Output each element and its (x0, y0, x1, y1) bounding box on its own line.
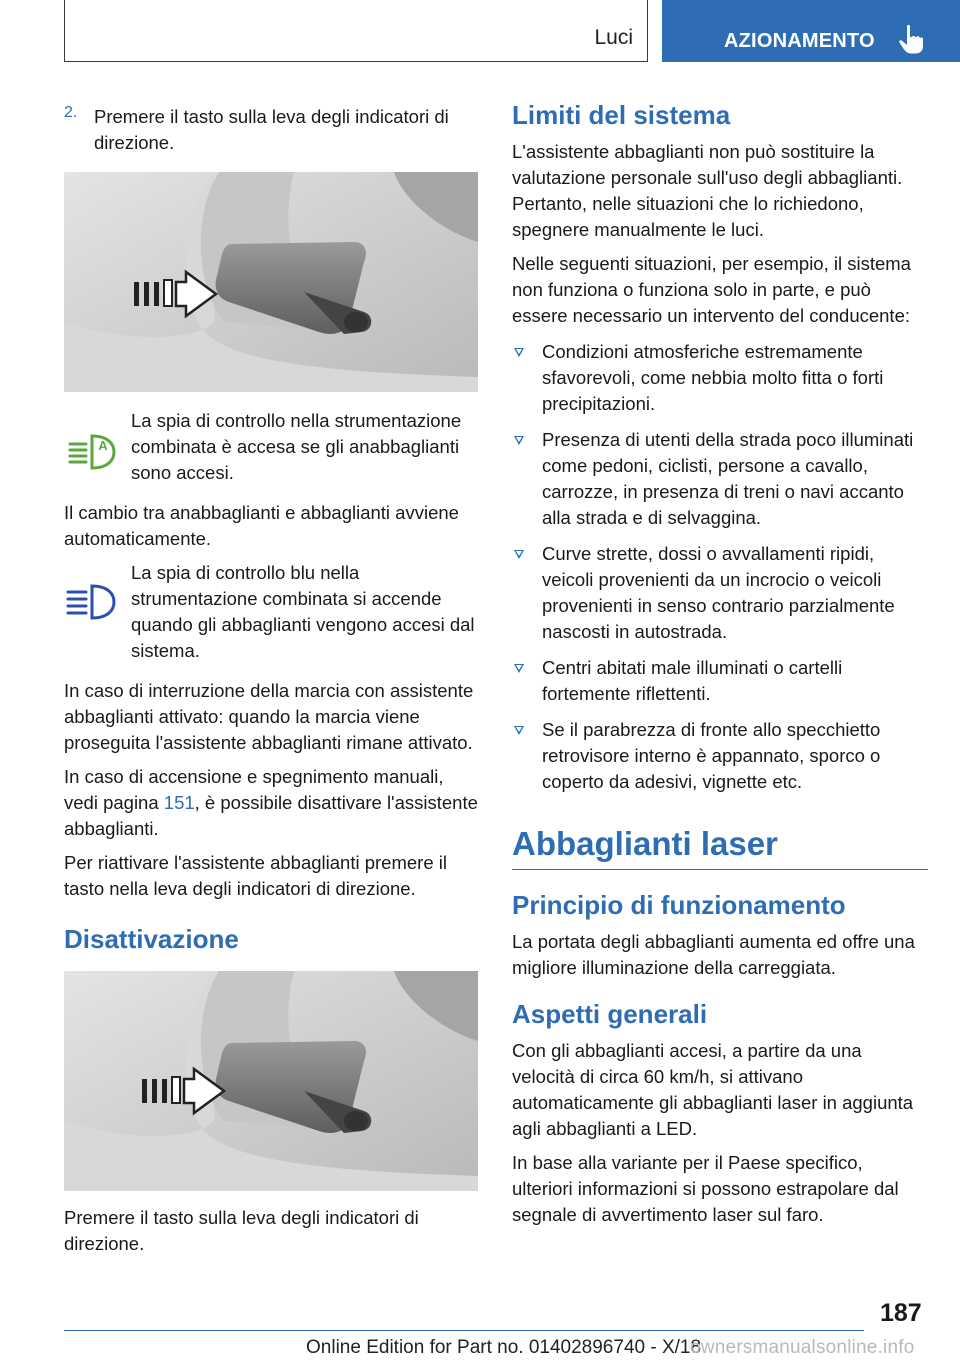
indicator-blue-paragraph (64, 560, 478, 664)
general-paragraph-1: Con gli abbaglianti accesi, a partire da una velocità di circa 60 km/h, si attivano automaticamente gli abbaglianti laser in aggiunta agli abbaglianti a LED. (512, 1040, 914, 1139)
triangle-bullet-icon (514, 348, 524, 357)
pointing-hand-icon (898, 24, 924, 54)
svg-text:A: A (98, 438, 108, 453)
switch-text: Il cambio tra anabbaglianti e abbaglianti avviene automaticamente. (64, 502, 459, 549)
deactivation-lever-figure (64, 971, 478, 1191)
page-link-151[interactable]: 151 (163, 792, 195, 813)
manual-text-post: , è possibile disattivare l'assistente abbaglianti. (64, 792, 478, 839)
turn-signal-lever-figure (64, 172, 478, 392)
watermark: ownersmanualsonline.info (690, 1337, 915, 1358)
high-beam-icon (64, 580, 116, 624)
list-item: Presenza di utenti della strada poco illuminati come pedoni, ciclisti, persone a cavallo, carrozze, in presenza di treni o navi accanto alla strada e di selvaggina. (512, 427, 928, 531)
chapter-tab (662, 0, 960, 62)
reactivate-text: Per riattivare l'assistente abbaglianti premere il tasto nella leva degli indicatori di direzione. (64, 852, 447, 899)
laser-heading: Abbaglianti laser (512, 825, 928, 870)
step-number: 2. (64, 104, 78, 121)
general-paragraph-2: In base alla variante per il Paese specifico, ulteriori informazioni si possono estrapolare dal segnale di avvertimento laser sul faro. (512, 1152, 899, 1225)
footer-divider (64, 1330, 864, 1331)
lever-illustration (64, 172, 478, 392)
page-header (0, 0, 960, 66)
lever-illustration-2 (64, 971, 478, 1191)
manual-text-pre: In caso di accensione e spegnimento manuali, vedi pagina (64, 766, 444, 813)
left-column (64, 100, 478, 1257)
edition-info: Online Edition for Part no. 01402896740 - X/18 (306, 1337, 702, 1358)
triangle-bullet-icon (514, 664, 524, 673)
limits-paragraph-1: L'assistente abbaglianti non può sostituire la valutazione personale sull'uso degli abbaglianti. Pertanto, nelle situazioni che lo richiedono, spegnere manualmente le luci. (512, 141, 903, 240)
indicator-auto-paragraph (64, 408, 478, 486)
limits-paragraph-2: Nelle seguenti situazioni, per esempio, il sistema non funziona o funziona solo in parte, e può essere necessario un intervento del conducente: (512, 253, 911, 326)
list-item: Condizioni atmosferiche estremamente sfavorevoli, come nebbia molto fitta o forti precipitazioni. (512, 339, 928, 417)
page-number: 187 (880, 1299, 922, 1327)
deactivation-caption: Premere il tasto sulla leva degli indicatori di direzione. (64, 1207, 419, 1254)
indicator-blue-text: La spia di controllo blu nella strumentazione combinata si accende quando gli abbaglianti vengono accesi dal sistema. (131, 562, 475, 661)
triangle-bullet-icon (514, 726, 524, 735)
triangle-bullet-icon (514, 436, 524, 445)
right-column (512, 100, 928, 1228)
deactivation-heading: Disattivazione (64, 924, 239, 954)
step-2 (64, 104, 478, 156)
manual-text (64, 764, 478, 842)
chapter-title: AZIONAMENTO (724, 30, 875, 52)
limits-list (512, 339, 928, 795)
indicator-auto-text: La spia di controllo nella strumentazione combinata è accesa se gli anabbaglianti sono accesi. (131, 410, 462, 483)
step-text: Premere il tasto sulla leva degli indicatori di direzione. (94, 106, 449, 153)
principle-text: La portata degli abbaglianti aumenta ed offre una migliore illuminazione della carreggiata. (512, 931, 915, 978)
principle-heading: Principio di funzionamento (512, 890, 846, 920)
section-tab (64, 0, 648, 62)
high-beam-assist-icon (64, 428, 116, 472)
limits-heading: Limiti del sistema (512, 100, 731, 130)
list-item: Curve strette, dossi o avvallamenti ripidi, veicoli provenienti da un incrocio o veicoli provenienti in senso contrario parzialmente nascosti in autostrada. (512, 541, 928, 645)
section-title: Luci (594, 26, 633, 49)
interruption-text: In caso di interruzione della marcia con assistente abbaglianti attivato: quando la marcia viene proseguita l'assistente abbaglianti rimane attivato. (64, 680, 474, 753)
triangle-bullet-icon (514, 550, 524, 559)
general-heading: Aspetti generali (512, 999, 708, 1029)
list-item: Se il parabrezza di fronte allo specchietto retrovisore interno è appannato, sporco o coperto da adesivi, vignette etc. (512, 717, 928, 795)
list-item: Centri abitati male illuminati o cartelli fortemente riflettenti. (512, 655, 928, 707)
